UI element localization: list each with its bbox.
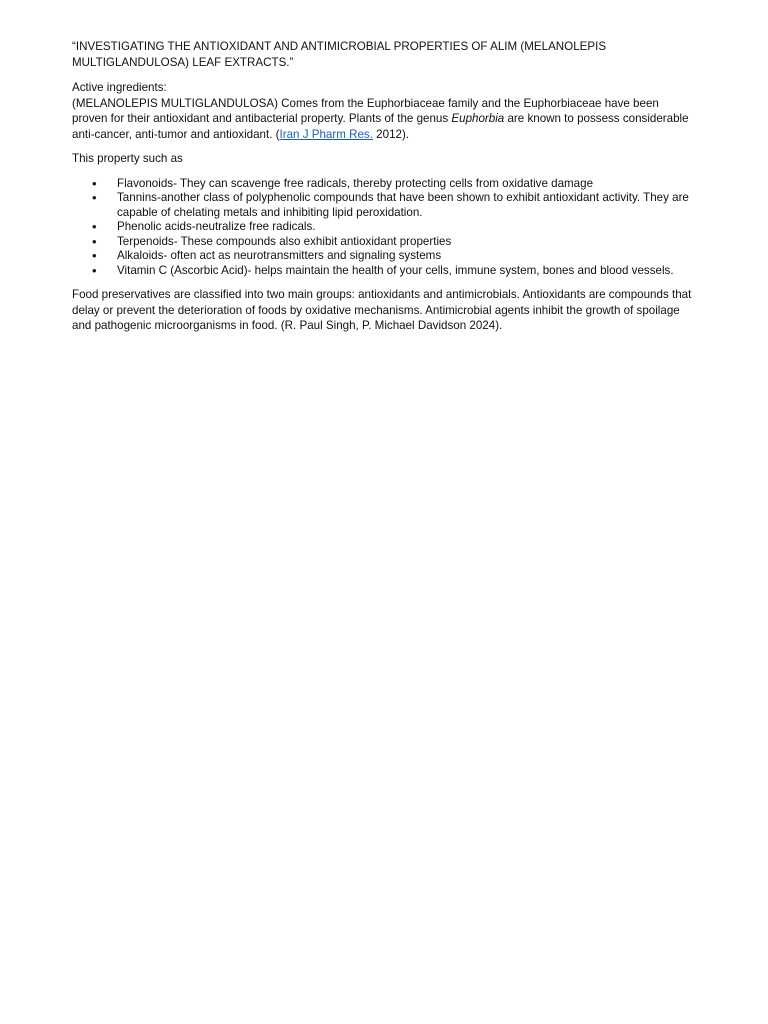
intro-text-part1: (MELANOLEPIS MULTIGLANDULOSA) Comes from the Euphorbiaceae family and the Euphorbiaceae have been proven for their antioxidant and antibacterial property. Plants of the genus	[72, 96, 659, 125]
bullet-icon: •	[92, 219, 97, 234]
list-item	[72, 249, 697, 264]
intro-text-part2: are known to possess considerable anti-cancer, anti-tumor and antioxidant. (	[72, 112, 689, 141]
list-item	[72, 264, 697, 279]
list-item-text: Phenolic acids-neutralize free radicals.	[117, 220, 316, 233]
bullet-icon: •	[92, 248, 97, 263]
document-title: “INVESTIGATING THE ANTIOXIDANT AND ANTIMICROBIAL PROPERTIES OF ALIM (MELANOLEPIS MULTIGLANDULOSA) LEAF EXTRACTS.”	[72, 40, 607, 69]
bullet-icon: •	[92, 175, 97, 191]
active-ingredients-heading: Active ingredients:	[72, 81, 167, 94]
list-item-text: Terpenoids- These compounds also exhibit antioxidant properties	[117, 234, 452, 248]
list-item-text: Alkaloids- often act as neurotransmitters and signaling systems	[117, 249, 442, 262]
property-intro: This property such as	[72, 152, 183, 165]
list-item-text: Tannins-another class of polyphenolic compounds that have been shown to exhibit antioxidant activity. They are capable of chelating metals and inhibiting lipid peroxidation.	[117, 191, 689, 219]
properties-list	[72, 177, 697, 279]
list-item-text: Vitamin C (Ascorbic Acid)- helps maintain the health of your cells, immune system, bones and blood vessels.	[117, 263, 674, 277]
intro-text-part3: 2012).	[372, 127, 410, 141]
list-item	[72, 177, 697, 192]
bullet-icon: •	[92, 190, 97, 205]
preservatives-paragraph: Food preservatives are classified into two main groups: antioxidants and antimicrobials. Antioxidants are compounds that delay or prevent the deterioration of foods by oxidative mechanisms. Antimicrobial agents inhibit the growth of spoilage and pathogenic microorganisms in food. (R. Paul Singh, P. Michael Davidson 2024).	[72, 288, 692, 332]
bullet-icon: •	[92, 233, 97, 249]
document-page	[72, 39, 697, 334]
list-item	[72, 235, 697, 250]
bullet-icon: •	[92, 262, 97, 278]
intro-paragraph	[72, 96, 697, 143]
active-ingredients-section	[72, 80, 697, 142]
genus-name: Euphorbia	[451, 112, 505, 125]
list-item	[72, 220, 697, 235]
reference-link[interactable]: Iran J Pharm Res.	[279, 127, 373, 141]
list-item	[72, 191, 697, 220]
list-item-text: Flavonoids- They can scavenge free radicals, thereby protecting cells from oxidative damage	[117, 176, 594, 190]
